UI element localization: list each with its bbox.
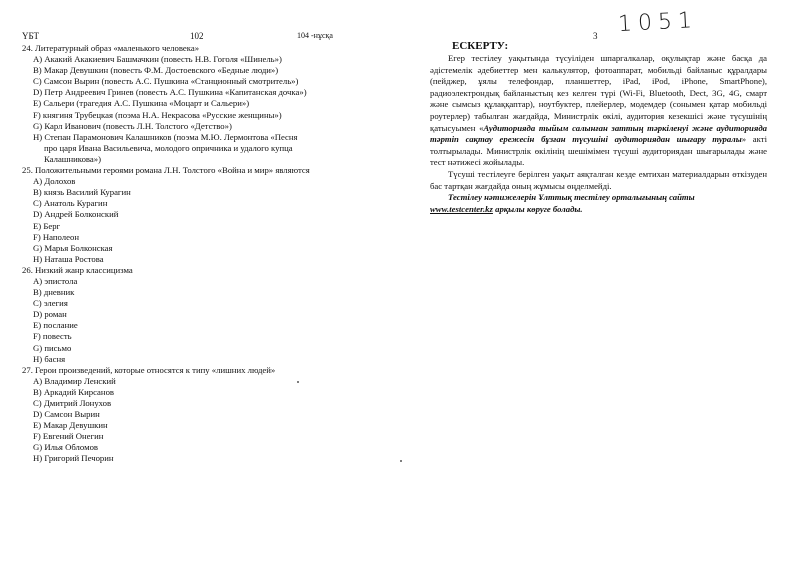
- answer-option: D) Самсон Вырин: [33, 409, 100, 420]
- answer-option: F) княгиня Трубецкая (поэма Н.А. Некрасова «Русские женщины»): [33, 109, 282, 120]
- answer-option: E) Сальери (трагедия А.С. Пушкина «Моцарт и Сальери»): [33, 98, 250, 109]
- scan-dot: [297, 381, 299, 383]
- page-number: 102: [190, 31, 204, 41]
- warning-text: [430, 53, 767, 215]
- question-list: [22, 43, 394, 465]
- answer-option: C) Самсон Вырин (повесть А.С. Пушкина «Станционный смотритель»): [33, 76, 299, 87]
- answer-option: F) Наполеон: [33, 231, 79, 242]
- answer-option-continuation: про царя Ивана Васильевича, молодого опричника и удалого купца: [44, 142, 293, 153]
- answer-option: D) роман: [33, 309, 67, 320]
- answer-option: B) Аркадий Кирсанов: [33, 386, 115, 397]
- answer-option: C) Анатоль Курагин: [33, 198, 108, 209]
- answer-option: G) письмо: [33, 342, 72, 353]
- answer-option: H) Григорий Печорин: [33, 453, 114, 464]
- variant-label: 104 -нұсқа: [297, 31, 333, 40]
- results-note-text: Тестілеу нәтижелерін Ұлттық тестілеу орталығының сайты: [448, 192, 695, 203]
- answer-option: A) Владимир Ленский: [33, 375, 116, 386]
- header-left: ҮБТ: [22, 31, 40, 41]
- question-text: 24. Литературный образ «маленького человека»: [22, 43, 200, 53]
- right-page: [400, 0, 800, 566]
- answer-option: C) элегия: [33, 298, 68, 309]
- answer-option: E) Макар Девушкин: [33, 420, 108, 431]
- handwritten-number: 1051: [617, 7, 699, 38]
- answer-option: C) Дмитрий Лонухов: [33, 398, 112, 408]
- answer-option: H) Степан Парамонович Калашников (поэма М.Ю. Лермонтова «Песня: [33, 131, 298, 142]
- warning-title: ЕСКЕРТУ:: [452, 40, 509, 52]
- answer-option: D) Андрей Болконский: [33, 209, 119, 220]
- answer-option: E) послание: [33, 320, 78, 331]
- warning-paragraph: [430, 53, 767, 169]
- answer-option: F) повесть: [33, 331, 72, 342]
- question-text: 27. Герои произведений, которые относятся к типу «лишних людей»: [22, 364, 276, 375]
- results-note: [430, 192, 767, 215]
- answer-option: G) Марья Болконская: [33, 242, 113, 253]
- answer-option: H) басня: [33, 353, 66, 364]
- question-text: 26. Низкий жанр классицизма: [22, 264, 133, 275]
- paragraph-text: Егер тестілеу уақытында түсуіліден шпаргалкалар, оқулықтар және басқа да әдістемелік әдебиеттер мен калькулятор, фотоаппарат, мобильді байланыс құралдары (пейджер, ұялы телефондар, планшеттер, iPad, iPod, iPhone, SmartPhone), радиоэлектрондық байланыстың кез келген түрі (Wi-Fi, Bluetooth, Dect, 3G, 4G, смарт және сымсыз құлаққаптар), ноутбуктер, плейерлер, модемдер (сонымен қатар мобильді роутерлер) табылған жағдайда, Министрлік өкілі, аудитория кезекшісі және түсушінің қатысуымен «: [430, 53, 767, 133]
- answer-option: H) Наташа Ростова: [33, 253, 104, 264]
- answer-option: E) Берг: [33, 220, 61, 231]
- answer-option: G) Карл Иванович (повесть Л.Н. Толстого «Детство»): [33, 120, 232, 131]
- answer-option: B) Макар Девушкин (повесть Ф.М. Достоевского «Бедные люди»): [33, 65, 279, 76]
- answer-option: A) Акакий Акакиевич Башмачкин (повесть Н.В. Гоголя «Шинель»): [33, 54, 282, 65]
- answer-option: A) Долохов: [33, 176, 76, 187]
- answer-option-continuation: Калашникова»): [44, 153, 101, 164]
- answer-option: B) дневник: [33, 287, 75, 298]
- testcenter-link[interactable]: www.testcenter.kz: [430, 203, 493, 214]
- question-text: 25. Положительными героями романа Л.Н. Толстого «Война и мир» являются: [22, 165, 310, 176]
- answer-option: A) эпистола: [33, 275, 78, 286]
- answer-option: G) Илья Обломов: [33, 442, 99, 453]
- warning-paragraph: Түсуші тестілеуге берілген уақыт аяқталған кезде емтихан материалдарын өткізуден бас тартқан жағдайда оның жұмысы өңделмейді.: [430, 168, 767, 191]
- answer-option: B) князь Василий Курагин: [33, 187, 131, 198]
- page-number: 3: [593, 31, 598, 41]
- results-note-tail: арқылы көруге болады.: [492, 203, 583, 214]
- answer-option: D) Петр Андреевич Гринев (повесть А.С. Пушкина «Капитанская дочка»): [33, 87, 307, 98]
- act-title: Аудиторияда тыйым салынған заттың тәркіленуі және аудиторияда тәртіп сақтау ережесін бұзған түсушіні аудиториядан шығару туралы: [430, 122, 767, 145]
- answer-option: F) Евгений Онегин: [33, 431, 104, 442]
- paragraph-text: » акті толтырылады. Министрлік өкілінің шешімімен түсуші аудиториядан шығарылады және тест нәтижесі жойылады.: [430, 134, 767, 168]
